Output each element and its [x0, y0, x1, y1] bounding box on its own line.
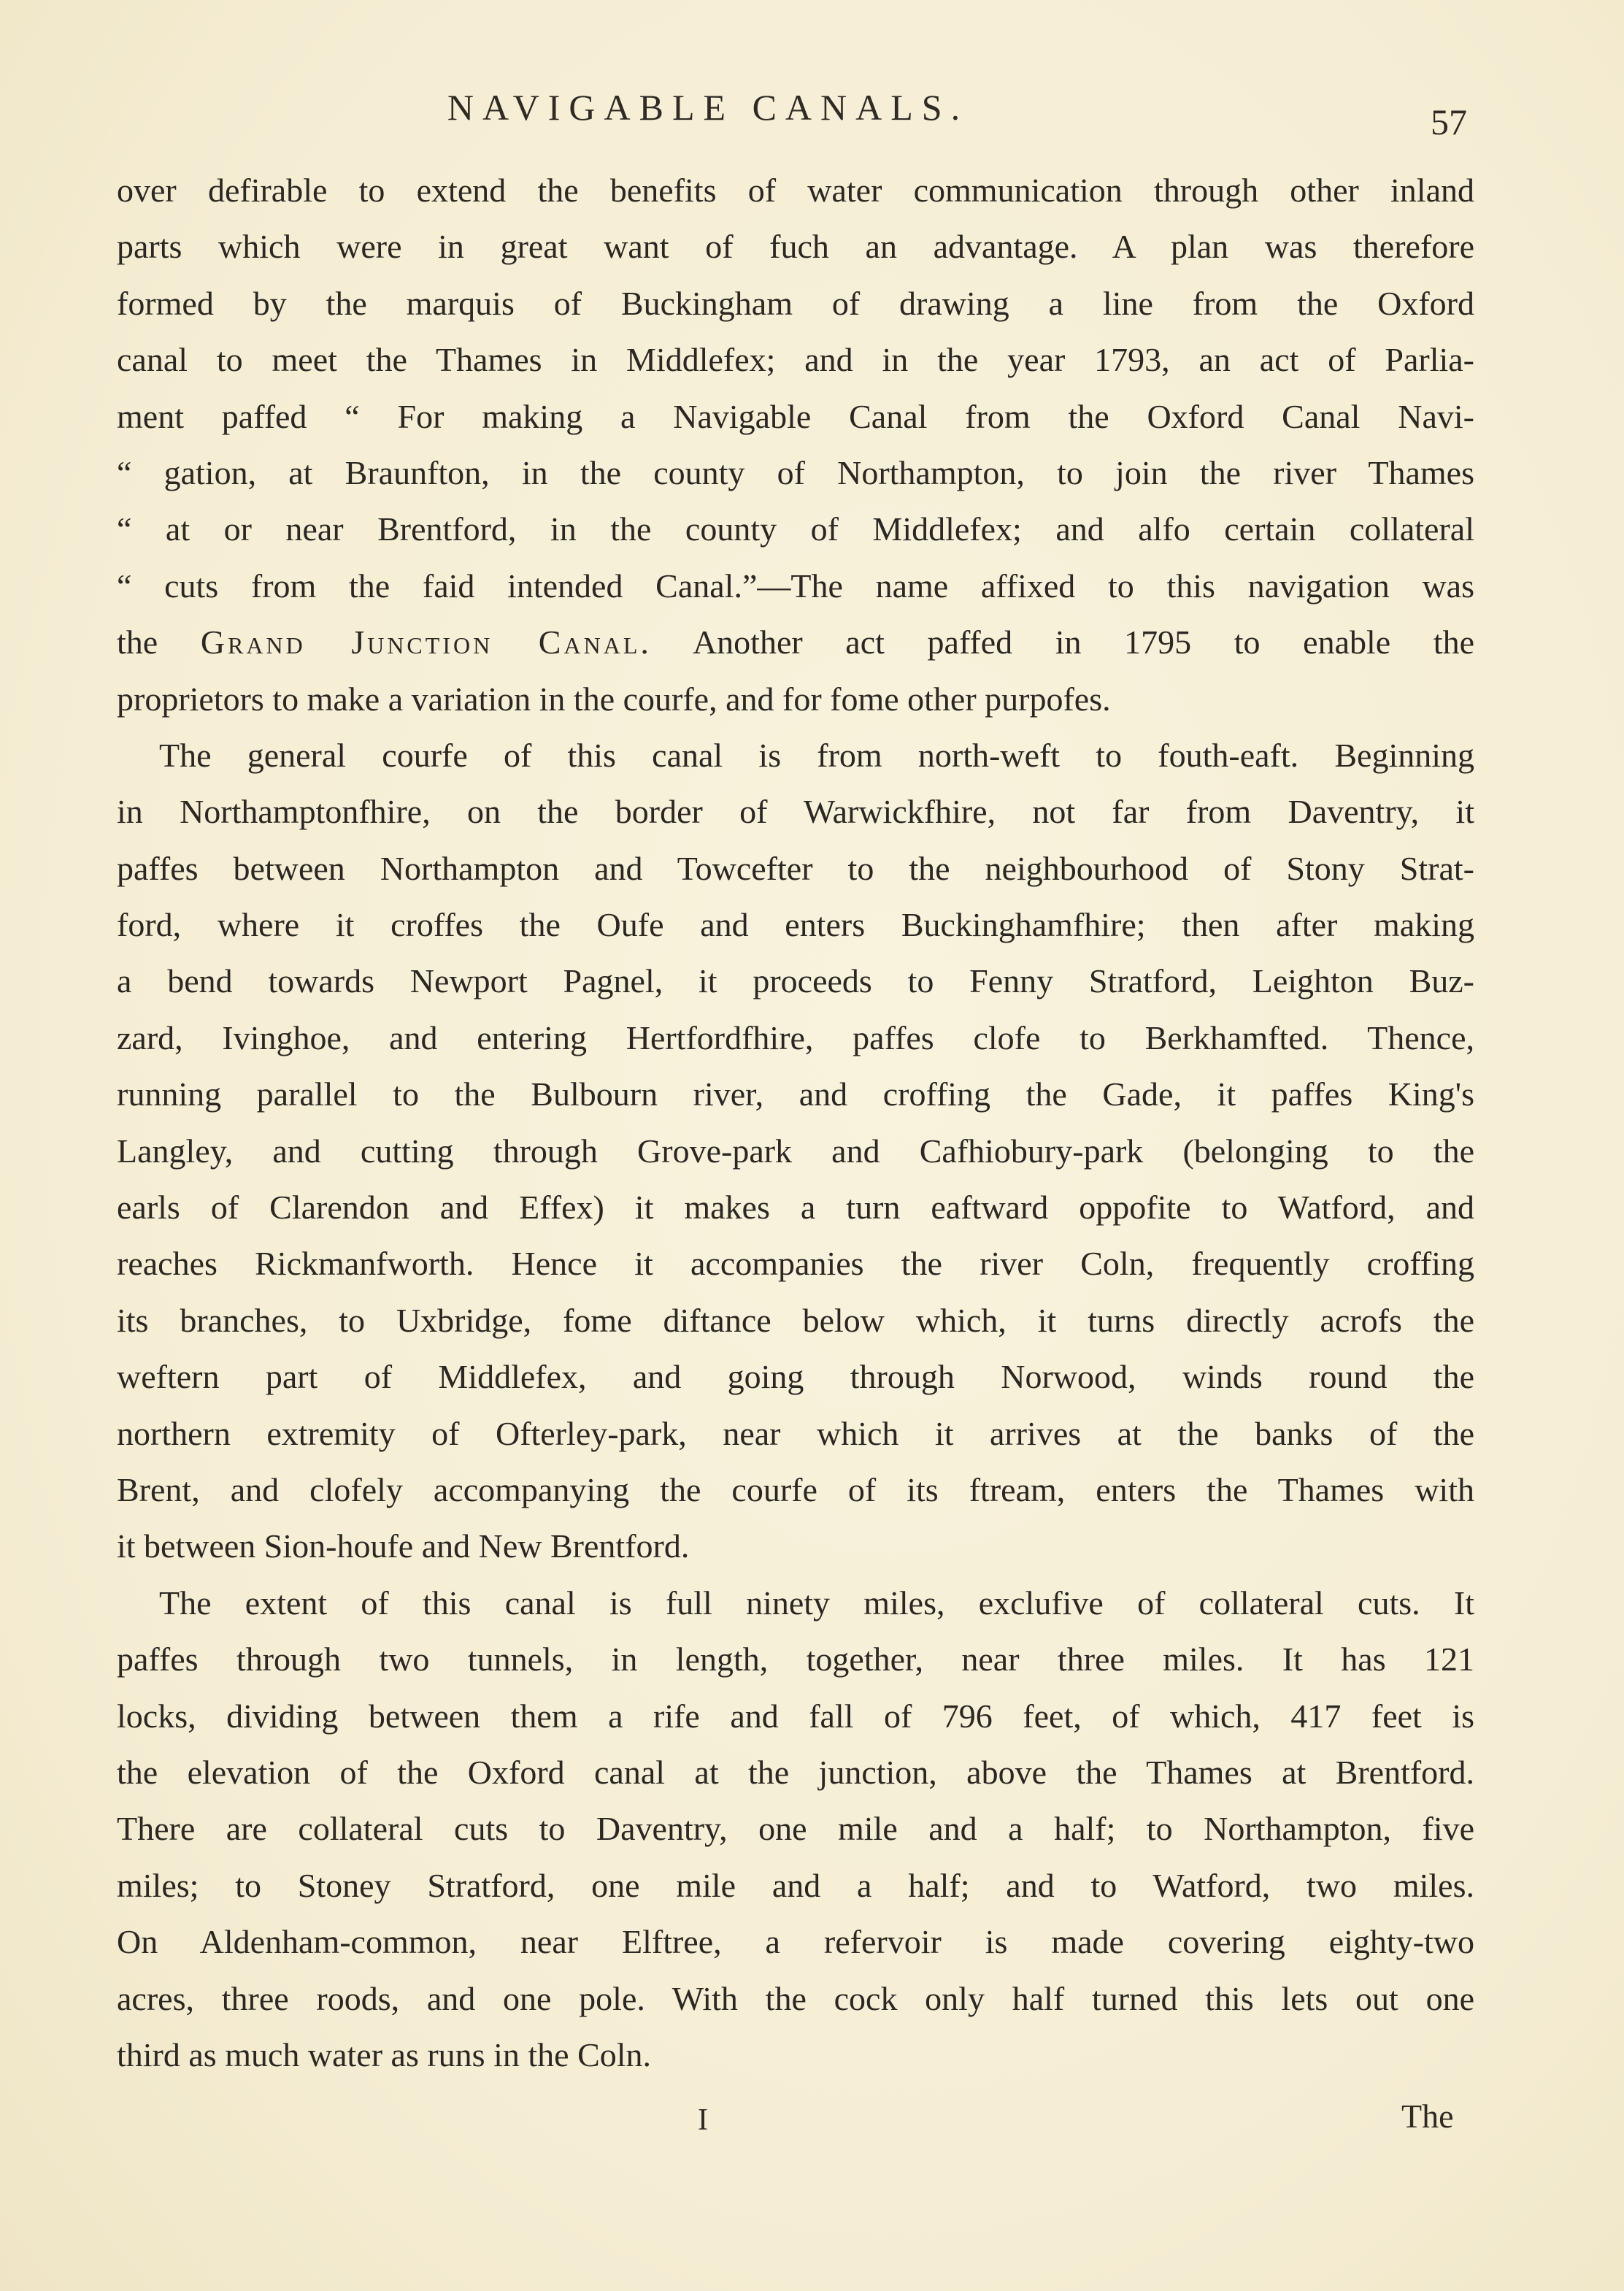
text-line: earls of Clarendon and Effex) it makes a turn eaftward oppofite to Watford, and [117, 1189, 1474, 1227]
text-line: “ at or near Brentford, in the county of Middlefex; and alfo certain collateral [117, 510, 1474, 548]
text-line: parts which were in great want of fuch an advantage. A plan was therefore [117, 228, 1474, 266]
text-line: zard, Ivinghoe, and entering Hertfordfhire, paffes clofe to Berkhamfted. Thence, [117, 1018, 1474, 1056]
text-line: reaches Rickmanfworth. Hence it accompanies the river Coln, frequently croffing [117, 1245, 1474, 1283]
text-line: running parallel to the Bulbourn river, and croffing the Gade, it paffes King's [117, 1075, 1474, 1113]
text-line: ment paffed “ For making a Navigable Canal from the Oxford Canal Navi- [117, 397, 1474, 435]
text-line: The extent of this canal is full ninety miles, exclufive of collateral cuts. It [159, 1584, 1474, 1622]
catchword: The [1401, 2098, 1454, 2135]
text-line: “ cuts from the faid intended Canal.”—The name affixed to this navigation was [117, 567, 1474, 605]
text-line: weftern part of Middlefex, and going through Norwood, winds round the [117, 1358, 1474, 1396]
text-line: proprietors to make a variation in the courfe, and for fome other purpofes. [117, 680, 1111, 718]
text-line: paffes between Northampton and Towcefter to the neighbourhood of Stony Strat- [117, 849, 1474, 887]
text-fragment: the [117, 623, 158, 661]
text-fragment: Another act paffed in 1795 to enable the [692, 623, 1474, 661]
canal-name: Grand Junction Canal. [200, 623, 652, 661]
text-line: paffes through two tunnels, in length, together, near three miles. It has 121 [117, 1640, 1474, 1678]
text-line: a bend towards Newport Pagnel, it proceeds to Fenny Stratford, Leighton Buz- [117, 962, 1474, 1000]
page-number: 57 [1431, 101, 1467, 142]
text-line: miles; to Stoney Stratford, one mile and a half; and to Watford, two miles. [117, 1866, 1474, 1904]
text-line [117, 614, 1474, 670]
signature-mark: I [698, 2103, 708, 2137]
text-line: “ gation, at Braunfton, in the county of Northampton, to join the river Thames [117, 453, 1474, 491]
running-head: NAVIGABLE CANALS. [447, 87, 969, 128]
text-line: acres, three roods, and one pole. With the cock only half turned this lets out one [117, 1979, 1474, 2017]
text-line: ford, where it croffes the Oufe and enters Buckinghamfhire; then after making [117, 906, 1474, 944]
text-line: it between Sion-houfe and New Brentford. [117, 1527, 690, 1565]
text-line: locks, dividing between them a rife and fall of 796 feet, of which, 417 feet is [117, 1697, 1474, 1735]
text-line: The general courfe of this canal is from north-weft to fouth-eaft. Beginning [159, 736, 1474, 774]
text-line: the elevation of the Oxford canal at the junction, above the Thames at Brentford. [117, 1753, 1474, 1791]
text-line: On Aldenham-common, near Elftree, a refervoir is made covering eighty-two [117, 1923, 1474, 1961]
text-line: There are collateral cuts to Daventry, one mile and a half; to Northampton, five [117, 1810, 1474, 1848]
text-line: formed by the marquis of Buckingham of drawing a line from the Oxford [117, 284, 1474, 322]
text-line: northern extremity of Ofterley-park, near which it arrives at the banks of the [117, 1414, 1474, 1452]
text-line: in Northamptonfhire, on the border of Warwickfhire, not far from Daventry, it [117, 793, 1474, 831]
body-text [117, 162, 1474, 2083]
text-line: third as much water as runs in the Coln. [117, 2035, 652, 2073]
text-line: Brent, and clofely accompanying the courfe of its ftream, enters the Thames with [117, 1470, 1474, 1508]
text-line: its branches, to Uxbridge, fome diftance below which, it turns directly acrofs the [117, 1301, 1474, 1339]
text-line: over defirable to extend the benefits of water communication through other inland [117, 172, 1474, 209]
text-line: canal to meet the Thames in Middlefex; and in the year 1793, an act of Parlia- [117, 341, 1474, 379]
text-line: Langley, and cutting through Grove-park and Cafhiobury-park (belonging to the [117, 1132, 1474, 1170]
